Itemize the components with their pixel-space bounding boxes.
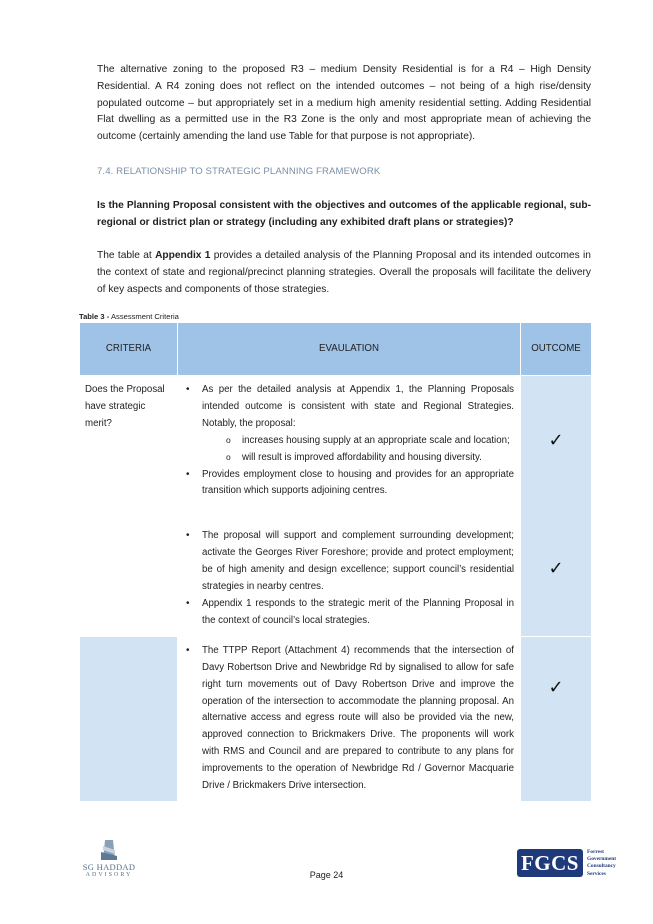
criteria-cell: Does the Proposal have strategic merit? [80, 376, 178, 637]
header-outcome: OUTCOME [521, 323, 592, 376]
fgcs-logo [517, 847, 621, 881]
sg-haddad-logo-sub: ADVISORY [85, 872, 133, 878]
header-evaluation: EVAULATION [178, 323, 521, 376]
assessment-table [79, 322, 592, 802]
intro-paragraph: The alternative zoning to the proposed R3 – medium Density Residential is for a R4 – High Density Residential. A R4 zoning does not reflect on the intended outcomes – not being of a high rise/density populated outcome – but appropriately set in a medium high amenity residential setting. Adding Residential Flat dwelling as a permitted use in the R3 Zone is the only and most appropriate mean of achieving the outcome (certainly amending the land use Table for that purpose is not appropriate). [97, 64, 591, 143]
evaluation-bullet: • Provides employment close to housing and provides for an appropriate transition which supports adjoining centres. [184, 467, 514, 501]
fgcs-logo-mark: FGCS [517, 849, 583, 877]
outcome-cell [521, 636, 592, 801]
evaluation-bullet: • Appendix 1 responds to the strategic merit of the Planning Proposal in the context of council’s local strategies. [184, 596, 514, 630]
appendix-paragraph-block [97, 248, 591, 298]
section-heading: 7.4. RELATIONSHIP TO STRATEGIC PLANNING FRAMEWORK [97, 166, 381, 177]
evaluation-bullet: • The proposal will support and complement surrounding development; activate the Georges River Foreshore; provide and protect employment; be of high amenity and design excellence; support council’s residential strategies in nearby centres. [184, 528, 514, 596]
table-row [80, 376, 592, 637]
table-caption-label: Table 3 - [79, 312, 110, 321]
table-header-row [80, 323, 592, 376]
fgcs-logo-words: Forrest Government Consultancy Services [587, 849, 617, 877]
header-criteria: CRITERIA [80, 323, 178, 376]
planning-question: Is the Planning Proposal consistent with the objectives and outcomes of the applicable regional, sub-regional or district plan or strategy (including any exhibited draft plans or strategies)? [97, 200, 591, 228]
appendix-paragraph: The table at Appendix 1 provides a detailed analysis of the Planning Proposal and its intended outcomes in the context of state and regional/precinct planning strategies. Overall the proposals will facilitate the delivery of key aspects and components of those strategies. [97, 250, 591, 295]
evaluation-bullet: • As per the detailed analysis at Appendix 1, the Planning Proposals intended outcome is consistent with state and Regional Strategies. Notably, the proposal: o increases housing supply at an appropriate scale and location; o will result is improved affordability and housing diversity. [184, 382, 514, 467]
table-row [80, 636, 592, 801]
check-mark-icon: ✓ [548, 430, 564, 451]
check-mark-icon: ✓ [548, 558, 564, 579]
page-number: Page 24 [309, 870, 344, 880]
check-mark-icon: ✓ [548, 676, 564, 698]
evaluation-bullet: • The TTPP Report (Attachment 4) recommends that the intersection of Davy Robertson Drive and Newbridge Rd by signalised to allow for safe right turn movements out of Davy Robertson Drive and improve the operation of the intersection to accommodate the planning proposal. An alternative access and egress route will also be provided via the new, approved connection to Brickmakers Drive. The proponents will work with RMS and Council and are prepared to contribute to any plans for improvements to the operation of Newbridge Rd / Governor Macquarie Drive / Brickmakers Drive intersection. [184, 643, 514, 795]
sg-haddad-logo-name: SG HADDAD [82, 862, 136, 872]
evaluation-cell [178, 636, 521, 801]
criteria-cell [80, 636, 178, 801]
evaluation-cell [178, 376, 521, 637]
appendix-link-text: Appendix 1 [155, 250, 211, 261]
question-block [97, 198, 591, 232]
outcome-cell [521, 376, 592, 637]
evaluation-sub-bullet: o increases housing supply at an appropriate scale and location; [202, 433, 514, 450]
evaluation-sub-bullet: o will result is improved affordability and housing diversity. [202, 450, 514, 467]
intro-paragraph-block [97, 62, 591, 146]
table-caption [79, 312, 179, 321]
table-caption-title: Assessment Criteria [110, 312, 179, 321]
